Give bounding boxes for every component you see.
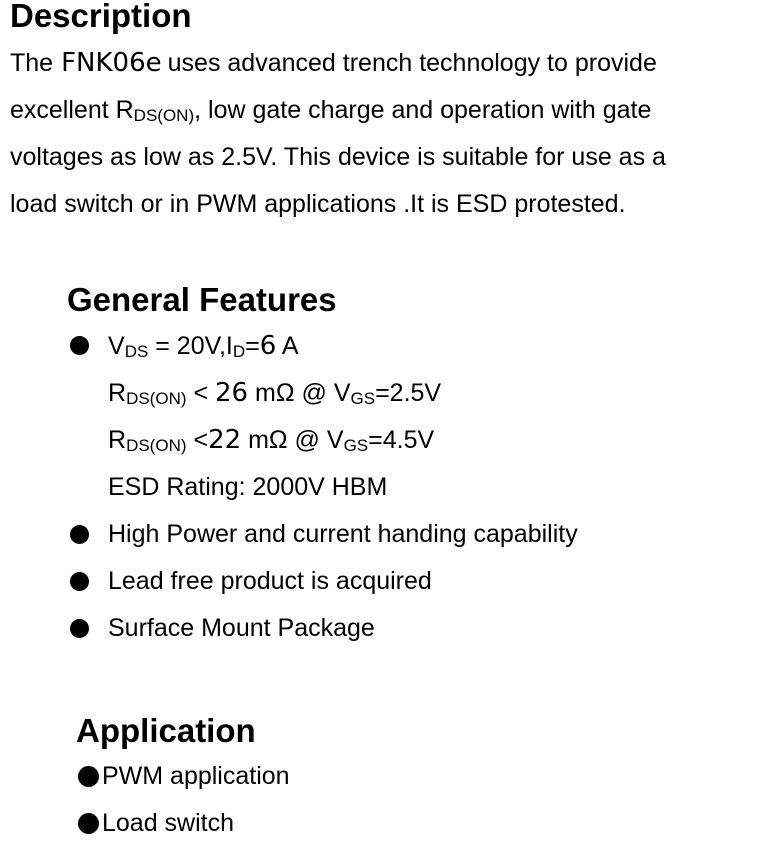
vds-symbol: V — [108, 332, 125, 360]
id-value: 6 — [259, 331, 277, 361]
description-line-1-post: uses advanced trench technology to provide — [167, 49, 657, 77]
description-heading: Description — [10, 0, 192, 34]
features-heading: General Features — [67, 281, 337, 318]
description-line-2 — [10, 95, 651, 125]
feature-esd-rating: ESD Rating: 2000V HBM — [108, 473, 388, 501]
application-item-label: Load switch — [102, 809, 235, 837]
rds2-unit: mΩ @ V — [241, 426, 344, 454]
rds1-vgs-subscript: GS — [350, 389, 376, 408]
vds-subscript: DS — [124, 342, 149, 361]
id-unit: A — [276, 332, 299, 360]
rds1-less-than: < — [186, 379, 216, 407]
description-line-3: voltages as low as 2.5V. This device is suitable for use as a — [10, 143, 666, 171]
bullet-icon — [78, 766, 99, 787]
rds1-value: 26 — [215, 378, 249, 408]
description-line-1-pre: The — [10, 49, 54, 77]
feature-vds-id — [108, 331, 299, 361]
rds2-subscript: DS(ON) — [126, 436, 187, 455]
rds2-vgs-subscript: GS — [343, 436, 369, 455]
feature-item: Surface Mount Package — [108, 614, 375, 642]
application-heading: Application — [76, 712, 256, 749]
feature-item: Lead free product is acquired — [108, 567, 432, 595]
rds2-value: 22 — [208, 425, 242, 455]
bullet-icon — [70, 572, 89, 591]
description-line-4: load switch or in PWM applications .It is ESD protested. — [10, 190, 626, 218]
rds2-less-than: < — [186, 426, 209, 454]
rds2-vgs-value: =4.5V — [368, 426, 435, 454]
bullet-icon — [70, 619, 89, 638]
rds1-unit: mΩ @ V — [248, 379, 351, 407]
rdson-subscript: DS(ON) — [133, 106, 195, 125]
vds-value: = 20V,I — [148, 332, 233, 360]
bullet-icon — [70, 525, 89, 544]
id-subscript: D — [232, 342, 246, 361]
description-line-2-pre: excellent R — [10, 96, 134, 124]
application-item-label: PWM application — [102, 762, 290, 790]
application-item — [78, 808, 234, 838]
id-equals: = — [245, 332, 260, 360]
feature-rdson-2v5 — [108, 378, 441, 408]
rds1-vgs-value: =2.5V — [375, 379, 442, 407]
bullet-icon — [70, 336, 89, 355]
part-number: FNK06e — [61, 48, 162, 78]
feature-rdson-4v5 — [108, 425, 434, 455]
feature-item: High Power and current handing capability — [108, 520, 578, 548]
description-line-2-post: , low gate charge and operation with gate — [194, 96, 652, 124]
bullet-icon — [78, 813, 99, 834]
rds1-subscript: DS(ON) — [126, 389, 187, 408]
rds1-symbol: R — [108, 379, 127, 407]
description-line-1 — [10, 48, 657, 78]
application-item — [78, 761, 290, 791]
rds2-symbol: R — [108, 426, 127, 454]
